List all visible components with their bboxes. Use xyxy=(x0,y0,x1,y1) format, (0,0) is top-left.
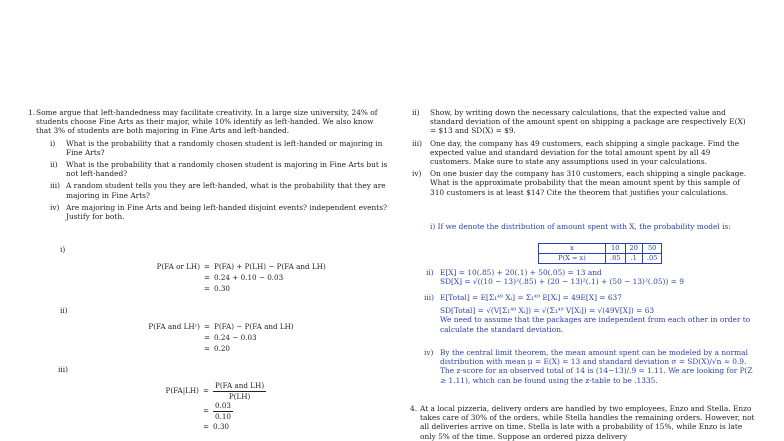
equation-step: P(FA) − P(FA and LH) xyxy=(214,321,294,331)
equals-sign: = xyxy=(203,261,211,271)
part-text: A random student tells you they are left-handed, what is the probability that they are majoring in Fine Arts? xyxy=(66,181,386,200)
answer-iii-equation xyxy=(135,381,266,432)
equals-sign: = xyxy=(202,421,210,431)
answer-label: ii) xyxy=(426,268,434,277)
answer-label-iii: iii) xyxy=(58,365,68,374)
equation-lhs: P(FA or LH) xyxy=(156,261,200,271)
answer-line: By the central limit theorem, the mean amount spent can be modeled by a normal distribution with mean μ = E(X) = 13 and standard deviation σ = SD(X)/√n ≈ 0.9. xyxy=(440,348,748,367)
table-cell: 20 xyxy=(625,244,642,254)
table-cell: .05 xyxy=(642,254,662,264)
equation-step: 0.30 xyxy=(213,421,230,431)
question-4 xyxy=(410,404,755,441)
question-1-intro xyxy=(28,108,388,136)
table-cell: x xyxy=(539,244,606,254)
answer-label: iii) xyxy=(424,293,434,302)
table-cell: P(X = x) xyxy=(539,254,606,264)
probability-table xyxy=(538,243,662,264)
question-part xyxy=(50,181,388,200)
answer-line: E[X] = 10(.85) + 20(.1) + 50(.05) = 13 and xyxy=(440,268,602,277)
question-part xyxy=(50,202,388,222)
answer-label-ii: ii) xyxy=(60,306,68,315)
answer-label-i: i) xyxy=(60,245,66,254)
equation-lhs: P(FA and LHᶜ) xyxy=(148,321,200,331)
part-text: One day, the company has 49 customers, each shipping a single package. Find the expected value and standard deviation for the total amount spent by all 49 customers. Make sure to state any assumptions used in your calculations. xyxy=(430,138,740,167)
answer-i-equation xyxy=(120,261,326,294)
answer-i-text: i) If we denote the distribution of amount spent with X, the probability model is: xyxy=(430,222,731,231)
part-label: ii) xyxy=(50,160,58,170)
part-text: Are majoring in Fine Arts and being left-handed disjoint events? independent events? Justify for both. xyxy=(66,202,388,222)
answer-line: We need to assume that the packages are independent from each other in order to calculate the standard deviation. xyxy=(440,315,751,334)
equation-step: 0.24 − 0.03 xyxy=(214,332,257,342)
answer-ii xyxy=(426,268,756,286)
answer-line: SD[X] = √((10 − 13)²(.85) + (20 − 13)²(.1) + (50 − 13)²(.05)) = 9 xyxy=(440,277,684,287)
answer-label: iv) xyxy=(424,348,434,357)
fraction xyxy=(213,401,233,420)
answer-line: The z-score for an observed total of 14 is (14−13)/.9 = 1.11. We are looking for P(Z ≥ 1.11), which can be found using the z-table to be .1335. xyxy=(440,366,753,385)
equals-sign: = xyxy=(203,321,211,331)
question-part xyxy=(50,160,388,179)
fraction-numerator: P(FA and LH) xyxy=(215,381,265,391)
answer-line: E[Total] = E[Σ₁⁴⁹ Xᵢ] = Σ₁⁴⁹ E[Xᵢ] = 49E[X] = 637 xyxy=(440,293,622,302)
part-label: iii) xyxy=(50,181,60,191)
equals-sign: = xyxy=(202,406,210,416)
equation-step: 0.20 xyxy=(214,343,231,353)
part-label: iv) xyxy=(50,202,60,212)
answer-ii-equation xyxy=(126,321,294,354)
equation-step: 0.30 xyxy=(214,283,231,293)
question-number: 4. xyxy=(410,404,418,413)
answer-iii xyxy=(424,293,760,334)
question-part xyxy=(412,108,750,136)
table-cell: .1 xyxy=(625,254,642,264)
answer-line: SD[Total] = √(V[Σ₁⁴⁹ Xᵢ]) = √(Σ₁⁴⁹ V[Xᵢ]) = √(49V[X]) = 63 xyxy=(440,306,655,316)
question-number: 1. xyxy=(28,108,36,117)
table-cell: 50 xyxy=(642,244,662,254)
question-part xyxy=(412,169,750,197)
equation-lhs: P(FA|LH) xyxy=(165,386,199,396)
part-text: Show, by writing down the necessary calculations, that the expected value and standard deviation of the amount spent on shipping a package are respectively E(X) = $13 and SD(X) = $9. xyxy=(430,108,746,136)
answer-iv xyxy=(424,348,760,385)
equals-sign: = xyxy=(202,386,210,396)
equals-sign: = xyxy=(203,283,211,293)
question-part xyxy=(412,138,750,167)
equals-sign: = xyxy=(203,272,211,282)
equals-sign: = xyxy=(203,343,211,353)
fraction-denominator: P(LH) xyxy=(228,391,251,401)
fraction-denominator: 0.10 xyxy=(215,411,232,421)
fraction xyxy=(213,381,266,400)
table-row xyxy=(539,254,662,264)
question-text: At a local pizzeria, delivery orders are handled by two employees, Enzo and Stella. Enzo takes care of 30% of the orders, while Stella handles the remaining orders. However, not all deliveries arrive on time. Stella is late with a probability of 15%, while Enzo is late only 5% of the time. Suppose an ordered pizza delivery xyxy=(420,404,755,441)
table-row xyxy=(539,244,662,254)
question-1 xyxy=(28,108,388,222)
equation-step: 0.24 + 0.10 − 0.03 xyxy=(214,272,284,282)
equation-step: P(FA) + P(LH) − P(FA and LH) xyxy=(214,261,326,271)
question-text: Some argue that left-handedness may facilitate creativity. In a large size university, 24% of students choose Fine Arts as their major, while 10% identify as left-handed. We also know that 3% of students are both majoring in Fine Arts and left-handed. xyxy=(36,108,378,136)
table-cell: .85 xyxy=(606,254,626,264)
part-text: What is the probability that a randomly chosen student is majoring in Fine Arts but is not left-handed? xyxy=(66,160,388,179)
question-3 xyxy=(410,108,750,197)
equals-sign: = xyxy=(203,332,211,342)
part-label: iv) xyxy=(412,169,422,179)
fraction-numerator: 0.03 xyxy=(215,401,232,411)
part-text: On one busier day the company has 310 customers, each shipping a single package. What is the approximate probability that the mean amount spent by this sample of 310 customers is at least $14? Cite the theorem that justifies your calculations. xyxy=(430,169,747,197)
part-label: ii) xyxy=(412,108,420,117)
table-cell: 10 xyxy=(606,244,626,254)
part-label: iii) xyxy=(412,138,422,148)
part-label: i) xyxy=(50,138,56,148)
question-part xyxy=(50,138,388,157)
part-text: What is the probability that a randomly chosen student is left-handed or majoring in Fine Arts? xyxy=(66,138,383,157)
